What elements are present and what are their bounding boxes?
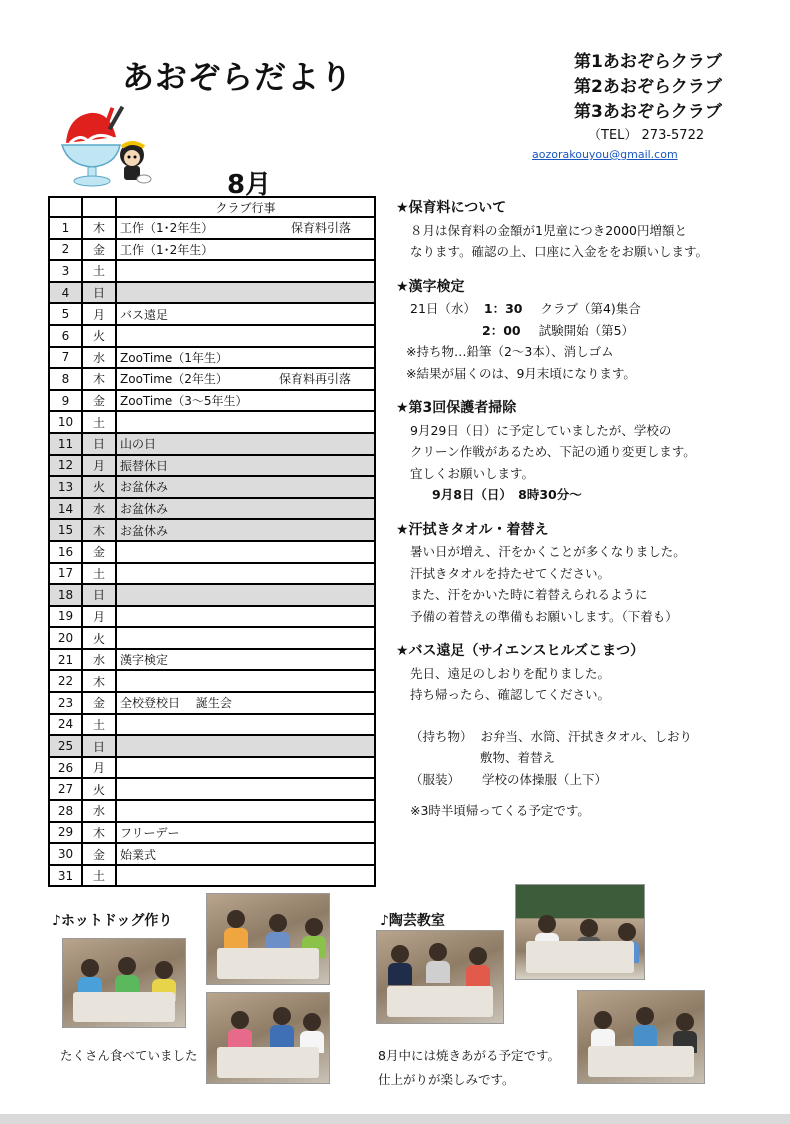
weekday: 土 (82, 563, 116, 585)
bus-items-label: （持ち物） (410, 728, 473, 744)
hotdog-caption: たくさん食べていました (60, 1048, 198, 1063)
weekday: 日 (82, 433, 116, 455)
event-cell (116, 217, 375, 239)
event-text: お盆休み (120, 523, 169, 538)
event-cell (116, 865, 375, 887)
event-note: 保育料再引落 (278, 372, 351, 387)
event-cell (116, 455, 375, 477)
calendar-row (49, 735, 375, 757)
event-cell (116, 800, 375, 822)
calendar-body (49, 217, 375, 886)
event-text: バス遠足 (120, 307, 169, 322)
event-text: 全校登校日 誕生会 (120, 696, 232, 711)
event-cell (116, 347, 375, 369)
club-name: 第2あおぞらクラブ (574, 77, 722, 97)
event-cell (116, 411, 375, 433)
event-cell (116, 735, 375, 757)
notice-line: 宜しくお願いします。 (410, 465, 535, 481)
kanji-text: 試験開始（第5） (538, 322, 635, 338)
calendar-row (49, 778, 375, 800)
calendar-row (49, 670, 375, 692)
day-number: 15 (49, 519, 82, 541)
event-text: 漢字検定 (120, 653, 169, 668)
weekday: 金 (82, 239, 116, 261)
event-cell (116, 239, 375, 261)
weekday: 火 (82, 778, 116, 800)
calendar-row (49, 541, 375, 563)
event-cell (116, 325, 375, 347)
weekday: 金 (82, 692, 116, 714)
weekday: 日 (82, 735, 116, 757)
event-note: 保育料引落 (290, 221, 351, 236)
weekday: 金 (82, 843, 116, 865)
day-number: 29 (49, 822, 82, 844)
day-number: 8 (49, 368, 82, 390)
calendar-row (49, 303, 375, 325)
calendar-row (49, 692, 375, 714)
calendar-row (49, 476, 375, 498)
towel-title: ★汗拭きタオル・着替え (396, 521, 549, 538)
calendar-row (49, 239, 375, 261)
hotdog-title: ♪ホットドッグ作り (52, 913, 173, 929)
day-number: 10 (49, 411, 82, 433)
calendar-row (49, 757, 375, 779)
weekday: 木 (82, 368, 116, 390)
day-number: 25 (49, 735, 82, 757)
day-number: 16 (49, 541, 82, 563)
hotdog-photo-2 (206, 893, 330, 985)
day-number: 31 (49, 865, 82, 887)
pottery-title: ♪陶芸教室 (380, 913, 445, 929)
notice-line: 持ち帰ったら、確認してください。 (410, 687, 611, 702)
calendar-row (49, 325, 375, 347)
event-cell (116, 822, 375, 844)
weekday: 水 (82, 800, 116, 822)
event-text: 山の日 (120, 437, 157, 452)
event-text: ZooTime（2年生） (120, 372, 228, 387)
notices (396, 198, 756, 822)
notice-line: ８月は保育料の金額が1児童につき2000円増額と (410, 222, 688, 238)
notice-line: ※結果が届くのは、9月末頃になります。 (406, 365, 636, 381)
day-number: 12 (49, 455, 82, 477)
club-name: 第1あおぞらクラブ (574, 52, 722, 72)
weekday: 月 (82, 455, 116, 477)
event-text: フリーデー (120, 825, 180, 840)
fee-title: ★保育料について (396, 200, 507, 216)
event-cell (116, 714, 375, 736)
calendar-row (49, 563, 375, 585)
event-text: 工作（1･2年生） (120, 221, 214, 236)
hotdog-photo-3 (206, 992, 330, 1084)
event-cell (116, 606, 375, 628)
event-cell (116, 368, 375, 390)
kanji-time: 1：30 (483, 301, 523, 316)
day-number: 27 (49, 778, 82, 800)
day-number: 23 (49, 692, 82, 714)
pottery-photo-3 (577, 990, 705, 1084)
calendar-row (49, 865, 375, 887)
event-cell (116, 541, 375, 563)
event-cell (116, 476, 375, 498)
day-number: 26 (49, 757, 82, 779)
notice-line: なります。確認の上、口座に入金ををお願いします。 (410, 244, 709, 259)
calendar-row (49, 347, 375, 369)
hotdog-photo-1 (62, 938, 186, 1028)
day-number: 17 (49, 563, 82, 585)
bus-return: ※3時半頃帰ってくる予定です。 (410, 803, 590, 818)
day-number: 30 (49, 843, 82, 865)
bus-clothes-text: 学校の体操服（上下） (482, 771, 608, 787)
notice-line: ※持ち物…鉛筆（2～3本）、消しゴム (406, 344, 614, 359)
day-number: 2 (49, 239, 82, 261)
event-cell (116, 843, 375, 865)
weekday: 火 (82, 627, 116, 649)
weekday: 水 (82, 498, 116, 520)
notice-line: 汗拭きタオルを持たせてください。 (410, 565, 611, 581)
event-cell (116, 757, 375, 779)
notice-line: クリーン作戦があるため、下記の通り変更します。 (410, 444, 696, 459)
event-cell (116, 563, 375, 585)
weekday: 月 (82, 303, 116, 325)
calendar-header: クラブ行事 (116, 197, 375, 217)
weekday: 水 (82, 649, 116, 671)
bus-items-2: 敷物、着替え (480, 750, 556, 765)
calendar-header-row (49, 197, 375, 217)
day-number: 11 (49, 433, 82, 455)
event-cell (116, 519, 375, 541)
calendar-row (49, 260, 375, 282)
pottery-caption-1: 8月中には焼きあがる予定です。 (378, 1048, 560, 1063)
kanji-schedule-1 (396, 298, 756, 320)
calendar-row (49, 455, 375, 477)
club-names (574, 50, 722, 125)
weekday: 金 (82, 390, 116, 412)
notice-line: 先日、遠足のしおりを配りました。 (410, 665, 611, 681)
notice-line: 予備の着替えの準備もお願いします。（下着も） (410, 608, 678, 624)
weekday: 木 (82, 822, 116, 844)
calendar-row (49, 519, 375, 541)
weekday: 火 (82, 325, 116, 347)
cleaning-date: 9月8日（日） 8時30分～ (432, 487, 582, 502)
day-number: 18 (49, 584, 82, 606)
day-number: 9 (49, 390, 82, 412)
event-cell (116, 627, 375, 649)
weekday: 月 (82, 606, 116, 628)
calendar-row (49, 649, 375, 671)
pottery-photo-2 (515, 884, 645, 980)
page-bottom-bar (0, 1114, 790, 1124)
calendar-row (49, 433, 375, 455)
bus-items-list: お弁当、水筒、汗拭きタオル、しおり (480, 728, 693, 744)
event-cell (116, 778, 375, 800)
event-text: 工作（1･2年生） (120, 242, 214, 257)
day-number: 22 (49, 670, 82, 692)
weekday: 土 (82, 411, 116, 433)
event-cell (116, 649, 375, 671)
bus-clothes (396, 769, 756, 791)
calendar-row (49, 282, 375, 304)
event-text: ZooTime（3～5年生） (120, 394, 248, 409)
phone-number: （TEL） 273-5722 (588, 128, 705, 143)
month-heading: 8月 (227, 170, 272, 200)
email-link[interactable]: aozorakouyou@gmail.com (532, 148, 678, 161)
day-number: 24 (49, 714, 82, 736)
calendar-row (49, 606, 375, 628)
notice-line: また、汗をかいた時に着替えられるように (410, 587, 648, 602)
day-number: 19 (49, 606, 82, 628)
event-text: お盆休み (120, 480, 169, 495)
event-text: お盆休み (120, 502, 169, 517)
event-cell (116, 692, 375, 714)
day-number: 1 (49, 217, 82, 239)
event-cell (116, 390, 375, 412)
shaved-ice-mascot-icon (58, 103, 158, 189)
weekday: 土 (82, 260, 116, 282)
day-number: 13 (49, 476, 82, 498)
kanji-date: 21日（水） (410, 301, 476, 316)
weekday: 水 (82, 347, 116, 369)
bus-items (396, 726, 756, 748)
day-number: 3 (49, 260, 82, 282)
event-text: 始業式 (120, 847, 157, 862)
event-text: ZooTime（1年生） (120, 350, 228, 365)
day-number: 14 (49, 498, 82, 520)
weekday: 火 (82, 476, 116, 498)
kanji-text: クラブ（第4)集合 (540, 301, 641, 316)
weekday: 土 (82, 714, 116, 736)
kanji-title: ★漢字検定 (396, 278, 465, 295)
calendar-row (49, 498, 375, 520)
event-cell (116, 282, 375, 304)
day-number: 28 (49, 800, 82, 822)
weekday: 金 (82, 541, 116, 563)
event-cell (116, 260, 375, 282)
event-cell (116, 670, 375, 692)
calendar-row (49, 390, 375, 412)
event-calendar (48, 196, 376, 887)
cleaning-title: ★第3回保護者掃除 (396, 400, 517, 416)
page-title: あおぞらだより (122, 58, 354, 96)
calendar-row (49, 843, 375, 865)
day-number: 6 (49, 325, 82, 347)
calendar-row (49, 217, 375, 239)
weekday: 木 (82, 217, 116, 239)
day-number: 4 (49, 282, 82, 304)
calendar-row (49, 368, 375, 390)
pottery-caption-2: 仕上がりが楽しみです。 (378, 1072, 515, 1087)
day-number: 21 (49, 649, 82, 671)
calendar-row (49, 627, 375, 649)
weekday: 月 (82, 757, 116, 779)
notice-line: 9月29日（日）に予定していましたが、学校の (410, 422, 672, 438)
weekday: 日 (82, 584, 116, 606)
weekday: 木 (82, 519, 116, 541)
event-text: 振替休日 (120, 458, 169, 473)
kanji-time: 2：00 (482, 322, 521, 338)
event-cell (116, 303, 375, 325)
bus-clothes-label: （服装） (410, 771, 461, 787)
day-number: 20 (49, 627, 82, 649)
weekday: 日 (82, 282, 116, 304)
weekday: 土 (82, 865, 116, 887)
day-number: 5 (49, 303, 82, 325)
calendar-row (49, 411, 375, 433)
calendar-row (49, 584, 375, 606)
event-cell (116, 433, 375, 455)
event-cell (116, 584, 375, 606)
day-number: 7 (49, 347, 82, 369)
notice-line: 暑い日が増え、汗をかくことが多くなりました。 (410, 544, 686, 559)
calendar-row (49, 822, 375, 844)
pottery-photo-1 (376, 930, 504, 1024)
kanji-schedule-2 (396, 320, 756, 342)
bus-title: ★バス遠足（サイエンスヒルズこまつ） (396, 643, 645, 659)
calendar-row (49, 714, 375, 736)
calendar-row (49, 800, 375, 822)
event-cell (116, 498, 375, 520)
weekday: 木 (82, 670, 116, 692)
club-name: 第3あおぞらクラブ (574, 102, 722, 122)
